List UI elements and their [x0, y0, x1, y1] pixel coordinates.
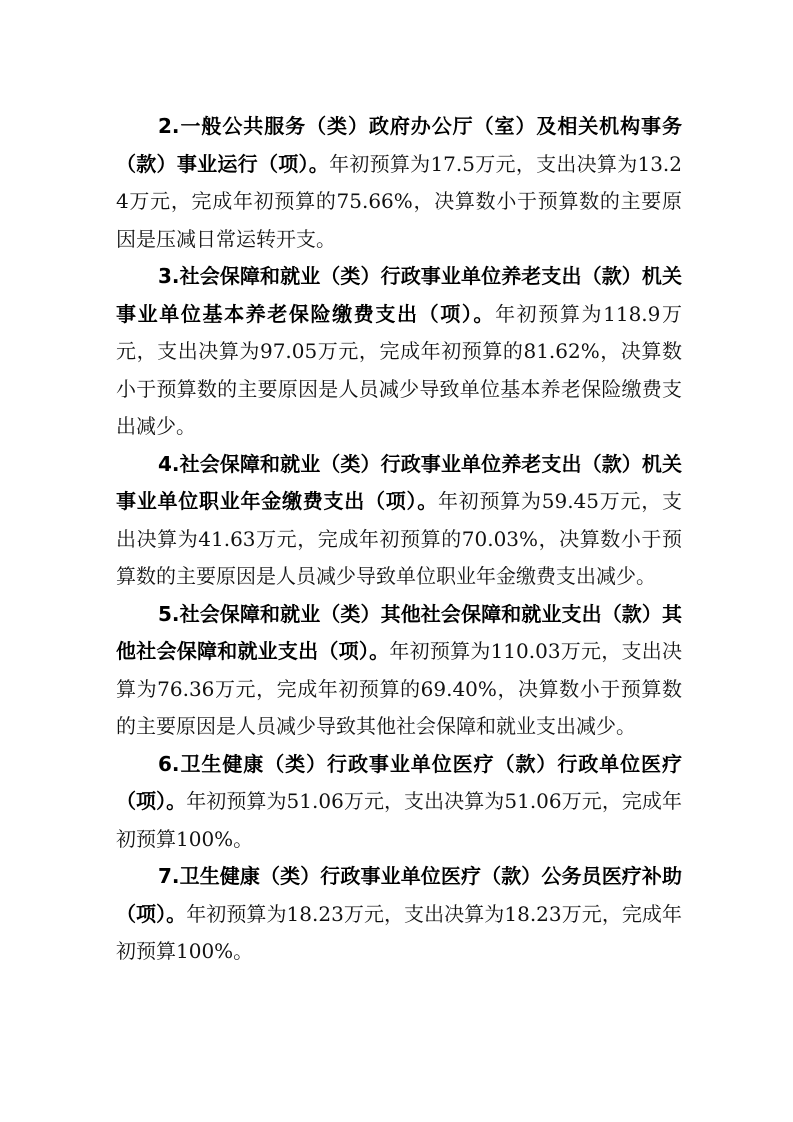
paragraph-heading: 6.卫生健康（类）行政事业单位医疗（款）行政单位医疗（项）。	[116, 751, 682, 813]
paragraph-text: 年初预算为59.45万元，支出决算为41.63万元，完成年初预算的70.03%，决算数小于预算数的主要原因是人员减少导致单位职业年金缴费支出减少。	[116, 489, 683, 588]
paragraph-heading: 7.卫生健康（类）行政事业单位医疗（款）公务员医疗补助（项）。	[116, 864, 682, 926]
paragraph-item-5	[116, 596, 682, 746]
paragraph-heading: 4.社会保障和就业（类）行政事业单位养老支出（款）机关事业单位职业年金缴费支出（项）。	[116, 451, 682, 513]
paragraph-item-2	[116, 108, 682, 258]
paragraph-heading: 2.一般公共服务（类）政府办公厅（室）及相关机构事务（款）事业运行（项）。	[116, 114, 682, 176]
paragraph-item-3	[116, 258, 682, 446]
document-body	[116, 108, 682, 971]
paragraph-item-4	[116, 446, 682, 596]
paragraph-item-6	[116, 746, 682, 859]
paragraph-text: 年初预算为118.9万元，支出决算为97.05万元，完成年初预算的81.62%，决算数小于预算数的主要原因是人员减少导致单位基本养老保险缴费支出减少。	[116, 301, 683, 438]
paragraph-item-7	[116, 858, 682, 971]
paragraph-heading: 5.社会保障和就业（类）其他社会保障和就业支出（款）其他社会保障和就业支出（项）。	[116, 601, 682, 663]
paragraph-heading: 3.社会保障和就业（类）行政事业单位养老支出（款）机关事业单位基本养老保险缴费支出（项）。	[116, 264, 682, 326]
paragraph-text: 年初预算为18.23万元，支出决算为18.23万元，完成年初预算100%。	[116, 901, 682, 963]
paragraph-text: 年初预算为51.06万元，支出决算为51.06万元，完成年初预算100%。	[116, 789, 682, 851]
paragraph-text: 年初预算为17.5万元，支出决算为13.24万元，完成年初预算的75.66%，决算数小于预算数的主要原因是压减日常运转开支。	[116, 151, 683, 251]
paragraph-text: 年初预算为110.03万元，支出决算为76.36万元，完成年初预算的69.40%，决算数小于预算数的主要原因是人员减少导致其他社会保障和就业支出减少。	[116, 639, 683, 738]
